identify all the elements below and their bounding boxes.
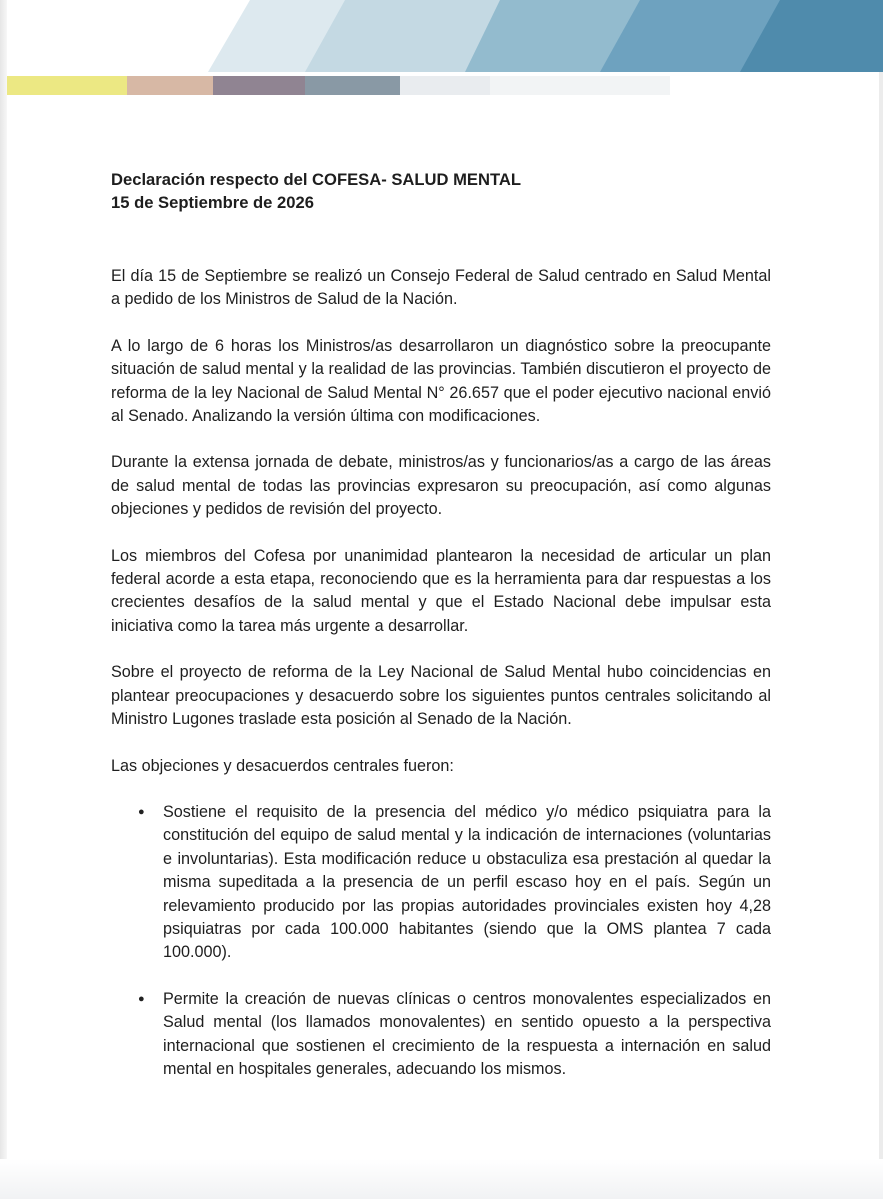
document-body <box>111 168 771 1081</box>
header-color-tan <box>127 76 213 95</box>
header-decorative-band <box>0 0 883 100</box>
paragraph-diagnostic: A lo largo de 6 horas los Ministros/as desarrollaron un diagnóstico sobre la preocupante situación de salud mental y la realidad de las provincias. También discutieron el proyecto de reforma de la ley Nacional de Salud Mental N° 26.657 que el poder ejecutivo nacional envió al Senado. Analizando la versión última con modificaciones. <box>111 336 771 426</box>
page-bottom-fade <box>0 1159 883 1199</box>
paragraph-objections-intro: Las objeciones y desacuerdos centrales fueron: <box>111 756 454 775</box>
list-item: ● Permite la creación de nuevas clínicas o centros monovalentes especializados en Salud mental (los llamados monovalentes) en sentido opuesto a la perspectiva internacional que sostienen el crecimiento de la respuesta a internación en salud mental en hospitales generales, adecuando los mismos. <box>111 988 771 1082</box>
objections-list <box>111 801 771 1081</box>
header-color-grayblue <box>305 76 400 95</box>
document-date: 15 de Septiembre de 2026 <box>111 193 314 212</box>
list-item: ● Sostiene el requisito de la presencia del médico y/o médico psiquiatra para la constitución del equipo de salud mental y la indicación de internaciones (voluntarias e involuntarias). Esta modificación reduce u obstaculiza esa prestación al quedar la misma supeditada a la presencia de un perfil escaso hoy en el país. Según un relevamiento producido por las propias autoridades provinciales existen hoy 4,28 psiquiatras por cada 100.000 habitantes (siendo que la OMS plantea 7 cada 100.000). <box>111 801 771 965</box>
header-color-pale2 <box>490 76 670 95</box>
paragraph-reform: Sobre el proyecto de reforma de la Ley Nacional de Salud Mental hubo coincidencias en plantear preocupaciones y desacuerdo sobre los siguientes puntos centrales solicitando al Ministro Lugones traslade esta posición al Senado de la Nación. <box>111 663 771 729</box>
header-color-pale1 <box>400 76 490 95</box>
page-right-edge <box>879 0 883 1199</box>
document-title: Declaración respecto del COFESA- SALUD MENTAL <box>111 170 521 189</box>
header-color-mauve <box>213 76 305 95</box>
paragraph-federal-plan: Los miembros del Cofesa por unanimidad plantearon la necesidad de articular un plan federal acorde a esta etapa, reconociendo que es la herramienta para dar respuestas a los crecientes desafíos de la salud mental y que el Estado Nacional debe impulsar esta iniciativa como la tarea más urgente a desarrollar. <box>111 546 771 635</box>
paragraph-intro: El día 15 de Septiembre se realizó un Consejo Federal de Salud centrado en Salud Mental a pedido de los Ministros de Salud de la Nación. <box>111 267 771 309</box>
header-color-yellow <box>7 76 127 95</box>
page-left-edge <box>0 0 7 1199</box>
paragraph-debate: Durante la extensa jornada de debate, ministros/as y funcionarios/as a cargo de las áreas de salud mental de todas las provincias expresaron su preocupación, así como algunas objeciones y pedidos de revisión del proyecto. <box>111 453 771 519</box>
